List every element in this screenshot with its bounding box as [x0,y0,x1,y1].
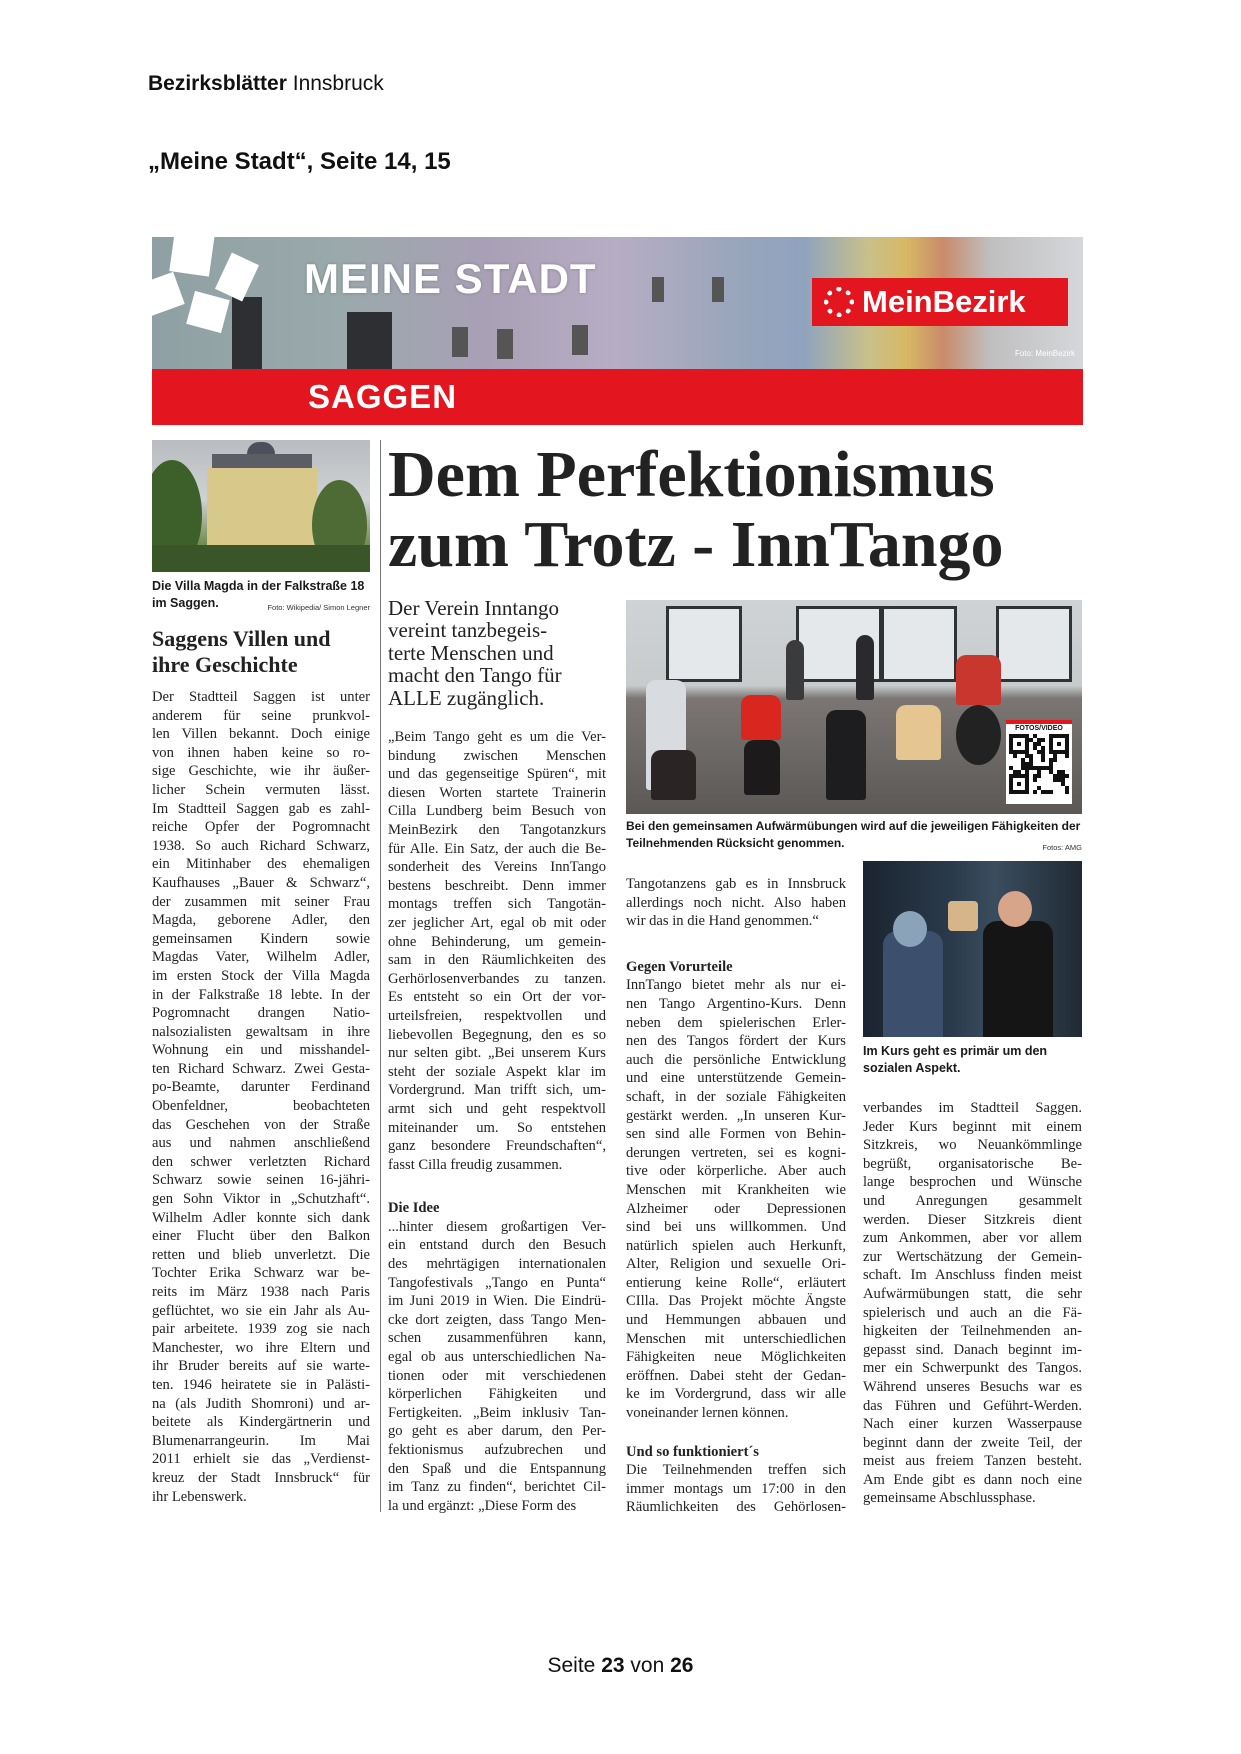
page-number [0,1654,1241,1678]
text-line: immer montags um 17:00 in den [626,1480,846,1497]
text-line: tionen oder mit verschiedenen [388,1367,606,1384]
text-line: Kaufhauses „Bauer & Schwarz“, [152,874,370,891]
text-line: und eine unterstützende Gemein- [626,1070,846,1087]
text-line: Alter, Religion und sexuelle Ori- [626,1256,846,1273]
text-line: macht den Tango für [388,663,562,688]
text-line: für Alle. Ein Satz, der auch die Be- [388,840,606,857]
text-line: la und ergänzt: „Diese Form des [388,1497,577,1514]
text-line: fektionismus aufzubrechen und [388,1442,606,1458]
text-line: im Juni 2019 in Wien. Die Eindrü- [388,1293,606,1310]
text-line: anderem für seine prunkvol- [152,707,370,724]
brand-name: MeinBezirk [862,284,1026,319]
text-line: ihr Bruder bereits auf sie warte- [152,1358,370,1375]
text-line: zur Wertschätzung der Gemein- [863,1248,1082,1265]
text-line: verbandes im Stadtteil Saggen. [863,1100,1082,1116]
text-line: Tangofestivals „Tango en Punta“ [388,1274,606,1291]
text-line: ein entstand durch den Besuch [388,1237,606,1254]
text-line: Wilhelm Adler konnte sich dank [152,1209,370,1226]
column-2 [388,597,606,1515]
text-line: lange besprochen und Wünsche [863,1174,1082,1191]
text-line: nen Tango Argentino-Kurs. Denn [626,995,846,1012]
text-line: terte Menschen und [388,640,554,665]
text-line: Manchester, wo ihre Eltern und [152,1339,370,1356]
text-line: bindung zwischen Menschen [388,747,606,764]
text-line: egal ob aus unterschiedlichen Na- [388,1349,606,1366]
text-line: ten Richard Schwarz. Zwei Gesta- [152,1060,370,1077]
text-line: in der Falkstraße 18 lebte. In der [152,986,370,1003]
text-line: ke im Vordergrund, dass wir alle [626,1386,846,1403]
text-line: CIlla. Das Projekt möchte Ängste [626,1293,846,1310]
text-line: meist aus freiem Tanzen besteht. [863,1453,1082,1470]
text-line: des mehrtägigen internationalen [388,1256,606,1273]
text-line: den schwer verletzten Richard [152,1153,370,1170]
text-line: Jeder Kurs beginnt mit einem [863,1118,1082,1135]
text-line: na (als Judith Shomroni) und ar- [152,1395,370,1412]
text-line: Nach einer kurzen Wasserpause [863,1416,1082,1433]
text-line: aus und nahmen anschließend [152,1135,370,1152]
text-line: von ihnen haben keine so ro- [152,744,370,761]
text-line: gepasst sind. Danach beginnt im- [863,1341,1082,1358]
text-line: und das gegenseitige Spüren“, mit [388,766,606,783]
text-line: das Geschehen von der Straße [152,1116,370,1133]
text-line: ihr Lebenswerk. [152,1488,247,1505]
text-line: ALLE zugänglich. [388,685,545,710]
article-paragraph [388,1218,606,1516]
text-line: Tangotanzens gab es in Innsbruck [626,876,846,892]
headline-line: Dem Perfektionismus [388,438,995,511]
text-line: gen Sohn Viktor in „Schutzhaft“. [152,1191,370,1208]
text-line: fasst Cilla freudig zusammen. [388,1156,563,1173]
text-line: einer Flucht über den Balkon [152,1228,370,1245]
text-line: po-Beamte, darunter Ferdinand [152,1079,370,1096]
text-line: pair arbeitete. 1939 zog sie nach [152,1321,370,1338]
text-line: bestens beschreibt. Denn immer [388,877,606,894]
course-photo-caption: Im Kurs geht es primär um den sozialen Aspekt. [863,1044,1048,1075]
text-line: geflüchtet, wo sie ein Jahr als Au- [152,1302,370,1319]
text-line: Schwarz sowie seinen 16-jähri- [152,1172,370,1189]
text-line: spielerisch und auch an die Fä- [863,1304,1082,1321]
text-line: ohne Behinderung, um gemein- [388,933,606,950]
text-line: ihre Geschichte [152,652,298,677]
text-line: licher Schein vermuten lässt. [152,781,370,798]
text-line: den Spaß und die Entspannung [388,1460,606,1477]
text-line: werden. Dieser Sitzkreis dient [863,1211,1082,1228]
section-heading-funktioniert: Und so funktioniert´s [626,1443,759,1460]
villa-photo-credit: Foto: Wikipedia/ Simon Legner [267,603,370,612]
text-line: diesen Worten startete Trainerin [388,784,606,801]
text-line: Fähigkeiten neue Möglichkeiten [626,1349,846,1366]
text-line: Die Teilnehmenden treffen sich [626,1462,846,1479]
text-line: körperlichen Fähigkeiten und [388,1386,606,1403]
text-line: sige Geschichte, wie ihr äußer- [152,763,370,780]
page-prefix: Seite [547,1654,596,1677]
text-line: eröffnen. Dabei steht der Gedan- [626,1367,846,1384]
text-line: Alzheimer oder Depressionen [626,1200,846,1217]
headline-line: zum Trotz - InnTango [388,508,1004,581]
text-line: im Tanz zu finden“, berichtet Cil- [388,1479,606,1496]
text-line: Am Ende gibt es dann noch eine [863,1471,1082,1488]
text-line: wir das in die Hand genommen.“ [626,913,819,930]
text-line: und Hemmungen abbauen und [626,1312,846,1329]
text-line: Während unseres Besuchs war es [863,1378,1082,1395]
article-paragraph [626,875,846,931]
text-line: go geht es aber darum, den Per- [388,1423,606,1440]
text-line: sam in den Räumlichkeiten des [388,952,606,969]
text-line: nalsozialisten gewaltsam in ihre [152,1023,370,1040]
text-line: Wohnung ein und misshandel- [152,1042,370,1059]
tango-caption-text: Bei den gemeinsamen Aufwärmübungen wird auf die jeweiligen Fähigkeiten der Teilnehmenden Rücksicht genommen. [626,819,1081,850]
column-divider [380,440,381,1512]
text-line: schaft. Im Anschluss finden meist [863,1267,1082,1284]
text-line: im ersten Stock der Villa Magda [152,967,370,984]
text-line: das Führen und Geführt-Werden. [863,1397,1082,1414]
text-line: reits im März 1938 nach Paris [152,1284,370,1300]
article-paragraph [388,728,606,1174]
text-line: schen zusammenführen kann, [388,1330,606,1347]
text-line: schaft, in der soziale Fähigkeiten [626,1088,846,1105]
text-line: steht der soziale Aspekt klar im [388,1063,606,1080]
text-line: sind bei uns willkommen. Und [626,1219,846,1236]
text-line: ganz besondere Freundschaften“, [388,1138,606,1155]
text-line: gemeinsame Abschlussphase. [863,1490,1036,1507]
article-paragraph [626,1461,846,1517]
publication-bold: Bezirksblätter [148,72,287,95]
text-line: auch die persönliche Entwicklung [626,1051,846,1068]
publication-city: Innsbruck [292,72,384,95]
section-title: „Meine Stadt“, Seite 14, 15 [148,148,451,175]
text-line: miteinander um. So entstehen [388,1119,606,1136]
text-line: Aufwärmübungen statt, die sehr [863,1285,1082,1302]
villa-magda-photo [152,440,370,572]
course-partners-photo [863,861,1082,1037]
text-line: len Villen bekannt. Doch einige [152,726,370,743]
text-line: beitete als Kindergärtnerin und [152,1414,370,1431]
text-line: ten. 1946 heiratete sie in Palästi- [152,1376,370,1393]
text-line: tive oder körperliche. Aber auch [626,1163,846,1180]
text-line: MeinBezirk den Tangotanzkurs [388,822,606,838]
text-line: armt sich und geht respektvoll [388,1100,606,1117]
text-line: mer ein Schwerpunkt des Tangos. [863,1360,1082,1377]
meine-stadt-banner [152,237,1083,425]
text-line: sen sind alle Formen von Behin- [626,1126,846,1143]
text-line: Saggens Villen und [152,626,331,651]
tango-photo-credit: Fotos: AMG [1042,843,1082,852]
text-line: Gerhörlosenverbandes zu tanzen. [388,970,606,987]
text-line: ein Mitinhaber des ehemaligen [152,856,370,873]
text-line: Sitzkreis, wo Neuankömmlinge [863,1137,1082,1154]
article-paragraph [626,976,846,1422]
banner-photo-credit: Foto: MeinBezirk [1014,349,1075,358]
text-line: der zusammen mit seiner Frau [152,893,370,910]
text-line: 2011 erhielt sie das „Verdienst- [152,1451,370,1468]
logo-shard [169,237,214,277]
text-line: natürlich spielen auch Herkunft, [626,1237,846,1254]
text-line: zer jeglicher Art, egal ob mit oder [388,914,606,931]
sidebar-heading [152,626,370,678]
tango-warmup-photo [626,600,1082,814]
qr-code[interactable] [1006,720,1072,804]
district-name: SAGGEN [308,378,458,415]
text-line: begrüßt, organisatorische Be- [863,1155,1082,1172]
text-line: Menschen mit unterschiedlichen [626,1330,846,1347]
villa-caption [152,578,370,616]
qr-label: FOTOS/VIDEO [1015,725,1063,732]
column-villas [152,626,370,1506]
tango-photo-caption [626,818,1082,856]
text-line: urteilsfreien, respektvollen und [388,1007,606,1024]
text-line: ...hinter diesem großartigen Ver- [388,1218,606,1235]
text-line: „Beim Tango geht es um die Ver- [388,729,606,746]
text-line: kreuz der Stadt Innsbruck“ für [152,1469,370,1486]
text-line: InnTango bietet mehr als nur ei- [626,977,846,994]
text-line: Fertigkeiten. „Beim inklusiv Tan- [388,1404,606,1421]
text-line: sonderheit des Vereins InnTango [388,859,606,876]
page-of: von [630,1654,665,1677]
section-heading-idee: Die Idee [388,1200,440,1217]
text-line: liebevollen Begegnung, den es so [388,1026,606,1043]
text-line: nur selten gibt. „Bei unserem Kurs [388,1045,606,1062]
text-line: Es entsteht so ein Ort der vor- [388,989,606,1006]
section-heading-vorurteile: Gegen Vorurteile [626,958,733,975]
text-line: zum Ankommen, aber vor allem [863,1230,1082,1247]
text-line: retten und blieb unverletzt. Die [152,1246,370,1263]
text-line: voneinander lernen können. [626,1405,789,1422]
article-paragraph [863,1099,1082,1508]
villa-caption-text: Die Villa Magda in der Falkstraße 18 im Saggen. [152,579,365,610]
article-headline [388,440,1088,580]
text-line: Pogromnacht drangen Natio- [152,1005,370,1022]
qr-code-icon [1009,734,1072,794]
text-line: und Anregungen gesammelt [863,1192,1082,1209]
text-line: higkeiten der Teilnehmenden an- [863,1323,1082,1340]
current-page: 23 [601,1654,625,1677]
text-line: cke dort zeigten, dass Tango Men- [388,1311,606,1328]
text-line: reiche Opfer der Pogromnacht [152,819,370,836]
total-pages: 26 [670,1654,694,1677]
text-line: Magdas Vater, Wilhelm Adler, [152,949,370,966]
text-line: 1938. So auch Richard Schwarz, [152,837,370,854]
text-line: gestärkt werden. „In unseren Kur- [626,1107,846,1124]
text-line: Magda, geborene Adler, den [152,912,370,929]
text-line: Tochter Erika Schwarz war be- [152,1265,370,1282]
text-line: Der Verein Inntango [388,596,560,620]
article-subheading [388,597,606,709]
text-line: Der Stadtteil Saggen ist unter [152,689,370,705]
sidebar-body [152,688,370,1506]
text-line: vereint tanzbegeis- [388,618,548,643]
text-line: gemeinsamen Kindern sowie [152,930,370,947]
text-line: Blumenarrangeurin. Im Mai [152,1432,370,1449]
text-line: entierung keine Rolle“, erläutert [626,1274,846,1291]
text-line: Im Stadtteil Saggen gab es zahl- [152,800,370,817]
text-line: derungen vertreten, sei es kogni- [626,1144,846,1161]
text-line: montags treffen sich Tangotän- [388,896,606,913]
meinbezirk-logo-icon [824,287,854,317]
column-4 [863,1099,1082,1508]
text-line: Obenfeldner, beobachteten [152,1098,370,1115]
text-line: Räumlichkeiten des Gehörlosen- [626,1499,846,1516]
text-line: allerdings noch nicht. Also haben [626,894,846,911]
meinbezirk-logo [812,278,1068,326]
text-line: neben dem spielerischen Erler- [626,1014,846,1031]
text-line: Vordergrund. Man trifft sich, um- [388,1082,606,1099]
text-line: beginnt dann der zweite Teil, der [863,1434,1082,1451]
text-line: nen des Tangos fördert der Kurs [626,1033,846,1050]
text-line: Cilla Lundberg beim Besuch von [388,803,606,820]
publication-name [148,72,384,96]
banner-title: MEINE STADT [304,255,597,302]
column-3 [626,875,846,1517]
text-line: Menschen mit Krankheiten wie [626,1181,846,1198]
district-band [152,369,1083,425]
